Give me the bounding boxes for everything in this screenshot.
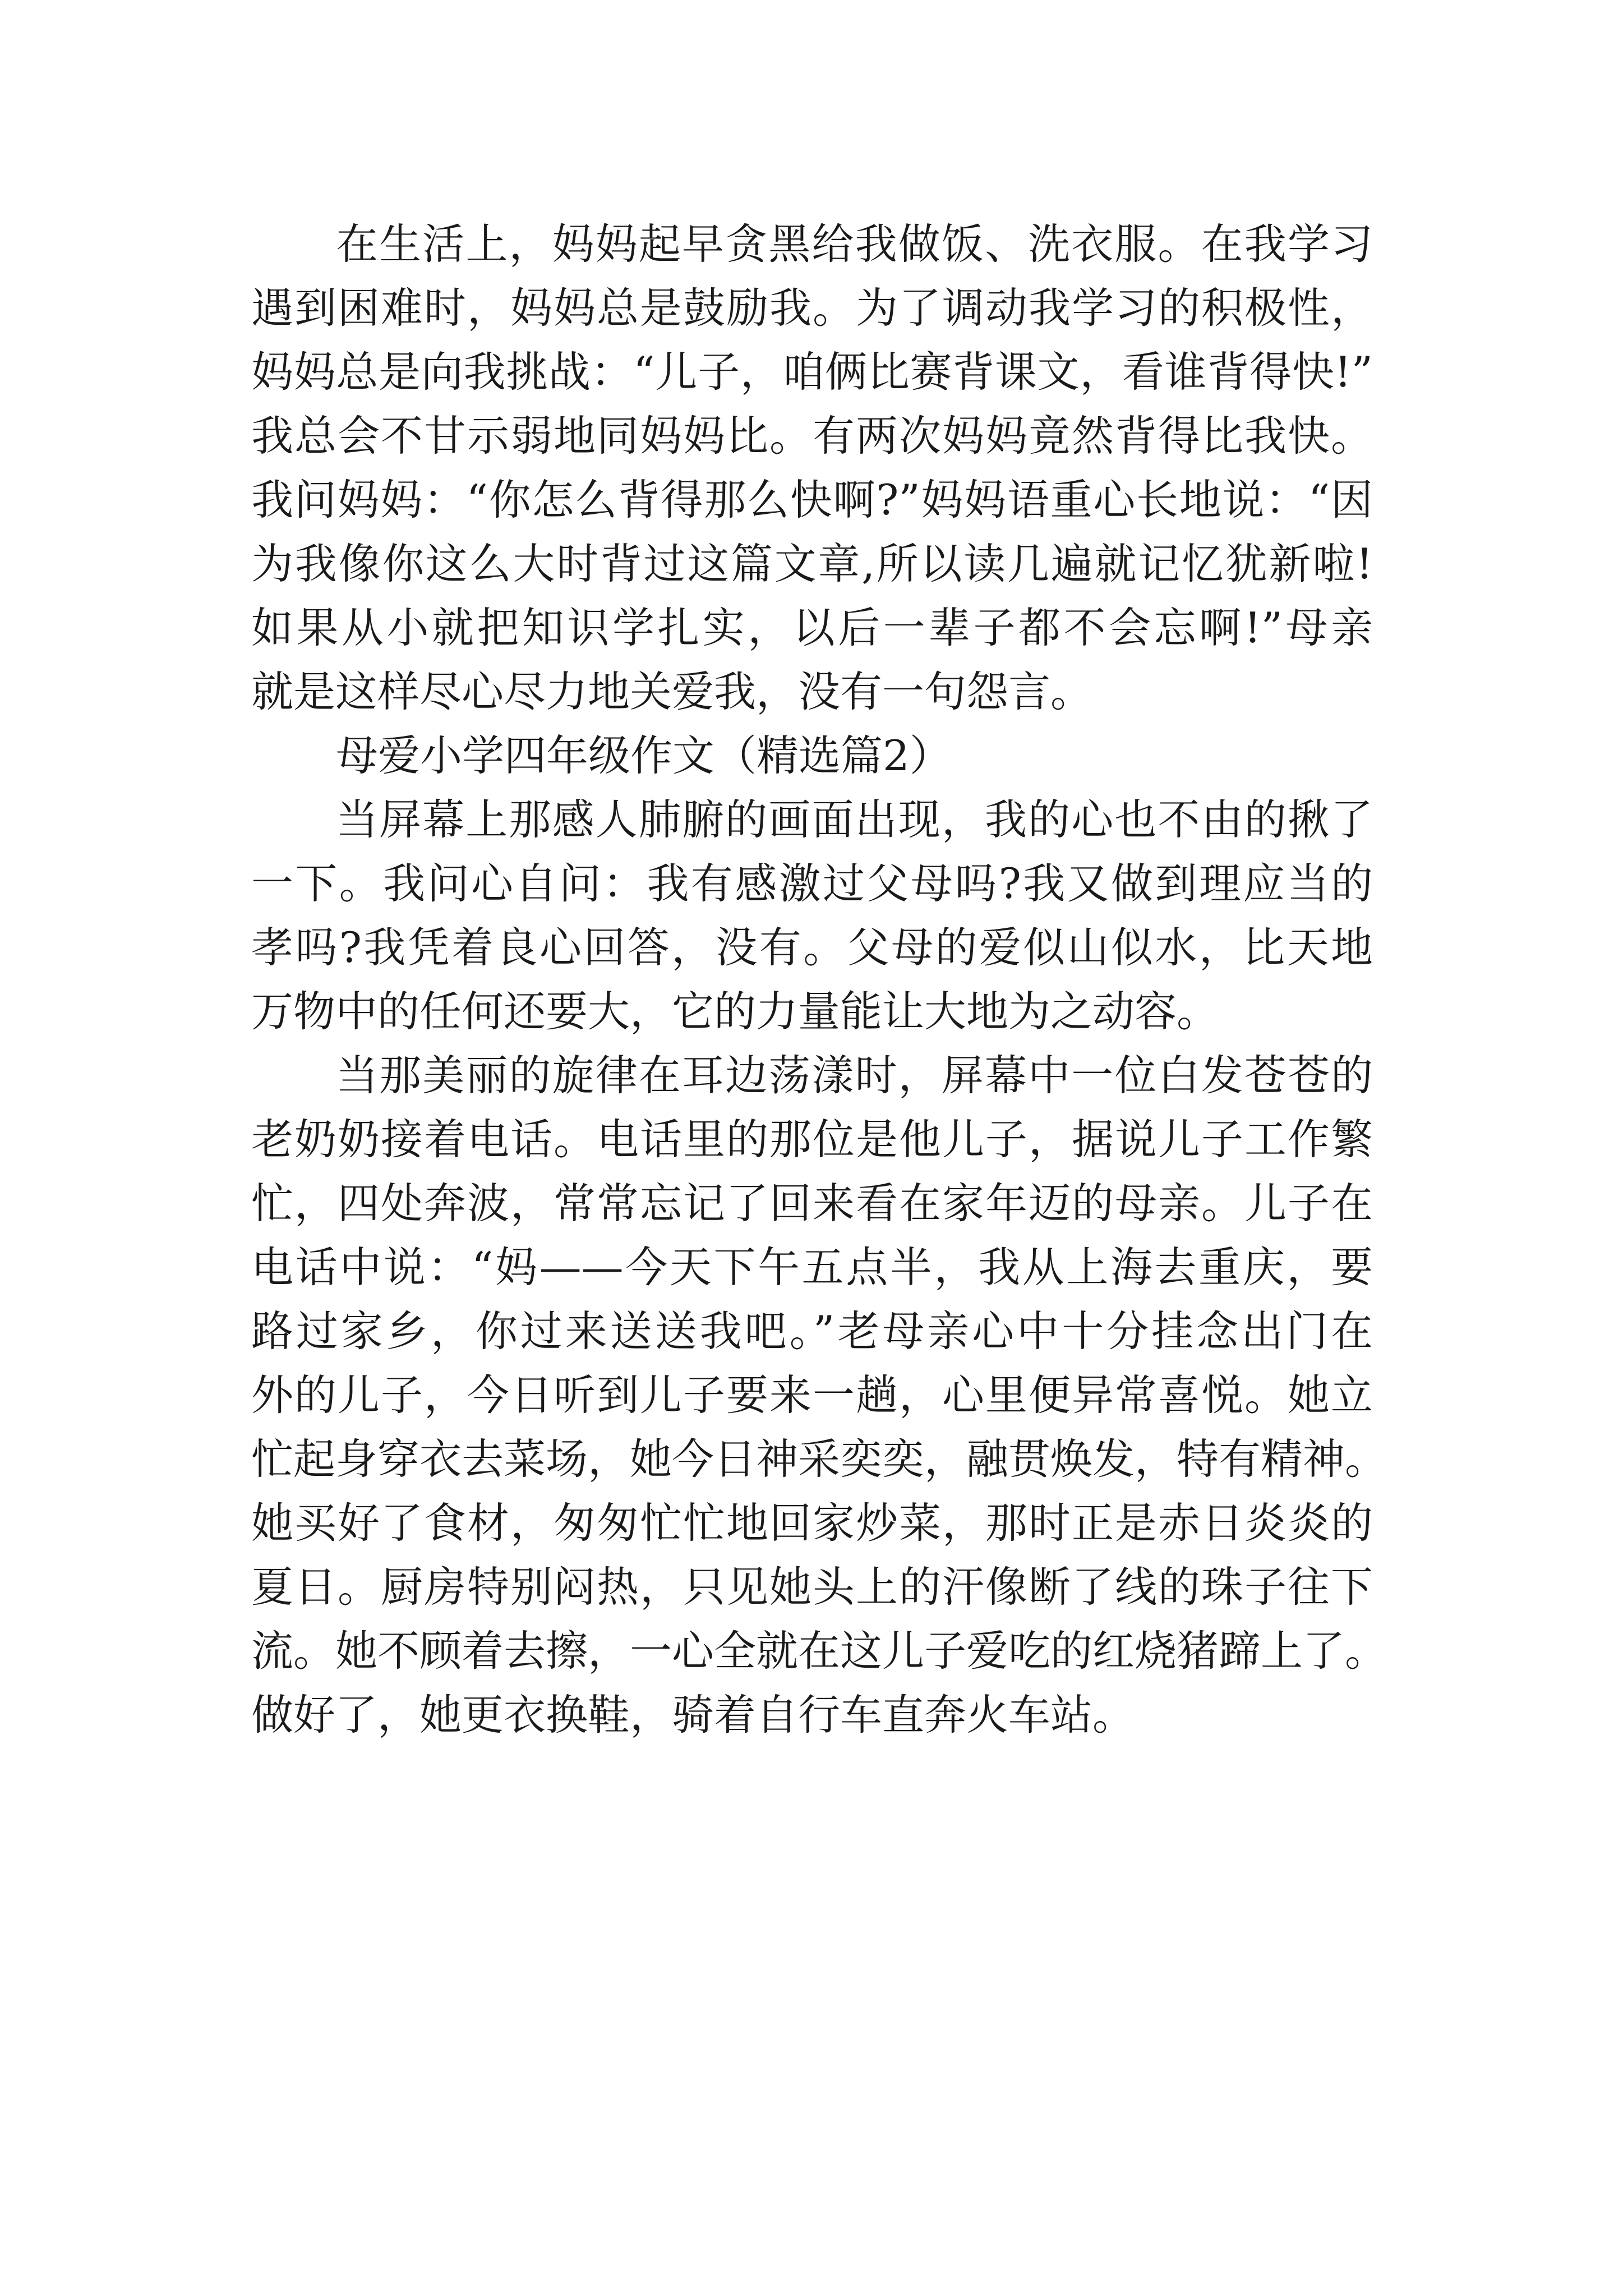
paragraph-line: 如果从小就把知识学扎实，以后一辈子都不会忘啊!”母亲 [251,603,1373,652]
paragraph-line: 路过家乡，你过来送送我吧。”老母亲心中十分挂念出门在 [251,1306,1373,1356]
paragraph-line: 在生活上，妈妈起早贪黑给我做饭、洗衣服。在我学习 [336,219,1373,269]
paragraph-line: 当屏幕上那感人肺腑的画面出现，我的心也不由的揪了 [336,795,1373,844]
paragraph-line: 老奶奶接着电话。电话里的那位是他儿子，据说儿子工作繁 [251,1115,1373,1164]
paragraph-line: 我问妈妈：“你怎么背得那么快啊?”妈妈语重心长地说：“因 [251,475,1373,524]
section-heading: 母爱小学四年级作文（精选篇2） [336,731,952,780]
paragraph-line: 就是这样尽心尽力地关爱我，没有一句怨言。 [251,667,1093,716]
paragraph-line: 做好了，她更衣换鞋，骑着自行车直奔火车站。 [251,1690,1135,1740]
paragraph-line: 当那美丽的旋律在耳边荡漾时，屏幕中一位白发苍苍的 [336,1051,1373,1100]
paragraph-line: 忙起身穿衣去菜场，她今日神采奕奕，融贯焕发，特有精神。 [251,1434,1387,1484]
paragraph-line: 妈妈总是向我挑战：“儿子，咱俩比赛背课文，看谁背得快!” [251,347,1373,397]
paragraph-line: 夏日。厨房特别闷热，只见她头上的汗像断了线的珠子往下 [251,1562,1373,1612]
paragraph-line: 流。她不顾着去擦，一心全就在这儿子爱吃的红烧猪蹄上了。 [251,1626,1387,1676]
paragraph-line: 一下。我问心自问：我有感激过父母吗?我又做到理应当的 [251,859,1373,908]
paragraph-line: 为我像你这么大时背过这篇文章,所以读几遍就记忆犹新啦! [251,539,1373,588]
paragraph-line: 电话中说：“妈——今天下午五点半，我从上海去重庆，要 [251,1243,1373,1292]
paragraph-line: 万物中的任何还要大，它的力量能让大地为之动容。 [251,987,1219,1036]
paragraph-line: 孝吗?我凭着良心回答，没有。父母的爱似山似水，比天地 [251,923,1373,972]
paragraph-line: 遇到困难时，妈妈总是鼓励我。为了调动我学习的积极性， [251,283,1373,333]
paragraph-line: 我总会不甘示弱地同妈妈比。有两次妈妈竟然背得比我快。 [251,411,1373,461]
paragraph-line: 忙，四处奔波，常常忘记了回来看在家年迈的母亲。儿子在 [251,1179,1373,1228]
paragraph-line: 她买好了食材，匆匆忙忙地回家炒菜，那时正是赤日炎炎的 [251,1498,1373,1548]
paragraph-line: 外的儿子，今日听到儿子要来一趟，心里便异常喜悦。她立 [251,1370,1373,1420]
